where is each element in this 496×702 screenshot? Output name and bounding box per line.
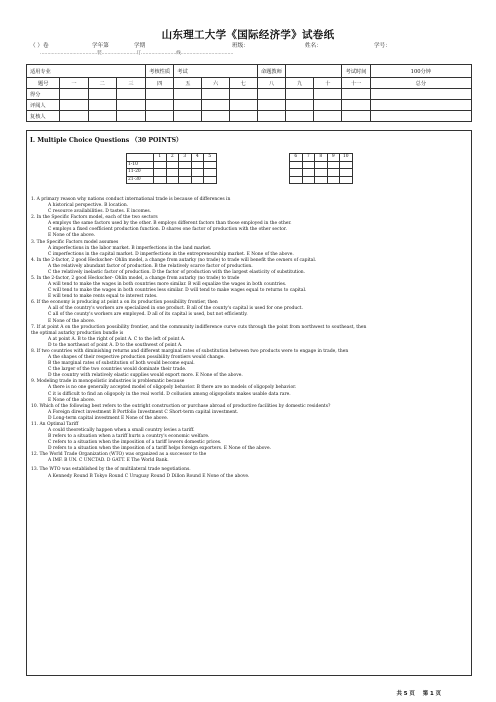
qnum-cell: 二 — [88, 78, 116, 89]
answer-options: C resource availabilities. D tastes. E incomes. — [48, 209, 152, 215]
answer-options: A employs the same factors used by the other. B employs different factors than those employed in the other. — [48, 221, 292, 227]
setter-label: 命题教师 — [257, 65, 285, 78]
answer-options: C employs a fixed coefficient production function. D shares one factor of production with the other sector. — [48, 227, 287, 233]
question-stem: 10. Which of the following best refers to the outright construction or purchase abroad of productive facilities by domestic residents? — [31, 403, 331, 409]
total-label: 总分 — [370, 78, 471, 89]
answer-options: D the country with relatively elastic supplies would export more. E None of the above. — [48, 373, 243, 379]
exam-type-label: 考核性质 — [146, 65, 174, 78]
answer-options: A Foreign direct investment B Portfolio Investment C Short-term capital investment. — [48, 409, 239, 415]
answer-options: C will tend to make the wages in both countries less similar. D will tend to make wages equal to returns to capital. — [48, 288, 307, 294]
answer-options: E None of the above. — [48, 233, 96, 239]
grid-col-header: 10 — [340, 154, 353, 162]
answer-options: B refers to a situation when a tariff hurts a country's economic welfare. — [48, 434, 210, 440]
qnum-cell: 三 — [116, 78, 145, 89]
total-pages: 共 5 页 — [396, 691, 415, 697]
question-stem: 4. In the 2-factor, 2 good Heckscher- Ohlin model, a change from autarky (no trade) to trade will benefit the owners of capital. — [31, 257, 317, 263]
class-label: 班级： — [232, 43, 249, 49]
time-label: 考试时间 — [342, 65, 370, 78]
grid-row-label: 1-10 — [127, 161, 154, 169]
answer-options: A at point A. B to the right of point A. C to the left of point A. — [48, 336, 186, 342]
page-title: 山东理工大学《国际经济学》试卷纸 — [161, 29, 335, 41]
time-value: 100分钟 — [370, 65, 471, 78]
paper-label: （ ）卷 — [30, 43, 49, 49]
question-stem: 2. In the Specific Factors model, each of the two sectors — [31, 215, 158, 221]
question-stem: 11. An Optimal Tariff — [31, 421, 79, 427]
grid-row-label: 21-30 — [127, 176, 154, 184]
grid-row-label: 11-20 — [127, 169, 154, 177]
qnum-cell: 四 — [146, 78, 174, 89]
grid-col-header: 7 — [302, 154, 315, 162]
student-info-line — [30, 41, 470, 59]
answer-options: D to the northeast of point A. D to the southwest of point A. — [48, 342, 183, 348]
qnum-cell: 七 — [229, 78, 257, 89]
answer-options: A will tend to make the wages in both countries more similar. B will equalize the wages in both countries. — [48, 282, 287, 288]
multiple-choice-section — [26, 130, 472, 676]
current-page: 第 1 页 — [422, 691, 441, 697]
grid-col-header: 1 — [154, 154, 167, 162]
grid-col-header: 6 — [290, 154, 303, 162]
answer-options: E None of the above. — [48, 397, 96, 403]
answer-options: C imperfections in the capital market. D imperfections in the entrepreneurship market. E None of the above. — [48, 251, 294, 257]
qnum-cell: 一 — [60, 78, 88, 89]
qnum-cell: 十 — [314, 78, 342, 89]
question-stem: 9. Modeling trade in monopolistic industries is problematic because — [31, 379, 185, 385]
qnum-cell: 八 — [257, 78, 285, 89]
score-row-label: 得分 — [27, 89, 60, 100]
question-stem: the optimal autarky production bundle is — [31, 330, 124, 336]
answer-grid-left — [126, 153, 217, 184]
question-stem: 1. A primary reason why nations conduct international trade is because of differences in — [31, 197, 231, 202]
answer-options: A the shapes of their respective production possibility frontiers would change. — [48, 355, 225, 361]
grid-col-header: 3 — [179, 154, 192, 162]
answer-options: A all of the country's workers are specialized in one product. B all of the county's capital is used for one product. — [48, 306, 303, 312]
answer-options: E None of the above. — [48, 318, 96, 324]
year-label: 学年第 — [92, 43, 109, 49]
answer-options: A the relatively abundant factor of production. B the relatively scarce factor of production. — [48, 263, 253, 269]
answer-options: B the marginal rates of substitution of both would become equal. — [48, 361, 195, 367]
answer-options: C it is difficult to find an oligopoly in the real world. D collusion among oligopolists makes usable data rare. — [48, 391, 291, 397]
answer-grid-right — [289, 153, 353, 184]
grid-col-header: 4 — [191, 154, 204, 162]
answer-options: A could theoretically happen when a small country levies a tariff. — [48, 427, 195, 433]
name-label: 姓名： — [305, 43, 322, 49]
answer-options: A there is no one generally accepted model of oligopoly behavior. B there are no models of oligopoly behavior. — [48, 385, 297, 391]
grid-col-header: 9 — [327, 154, 340, 162]
answer-options: C the relatively inelastic factor of production. D the factor of production with the largest elasticity of substitution. — [48, 269, 306, 275]
question-stem: 8. If two countries with diminishing returns and different marginal rates of substitution between two products were to engage in trade, then — [31, 348, 349, 354]
exam-header-table — [26, 64, 472, 122]
question-stem: 7. If at point A on the production possibility frontier, and the community indifference curve cuts through the point from northwest to southeast, then — [31, 324, 367, 330]
grader-row-label: 评阅人 — [27, 100, 60, 111]
question-stem: 6. If the economy is producing at point a on its production possibility frontier, then — [31, 300, 218, 306]
answer-options: A Kennedy Round B Tokyo Round C Uruguay Round D Dillon Round E None of the above. — [48, 473, 250, 479]
setter-value — [286, 65, 342, 78]
qnum-cell: 十一 — [342, 78, 370, 89]
answer-options: A historical perspective. B location. — [48, 203, 129, 209]
page-footer — [391, 689, 441, 697]
question-stem: 3. The Specific Factors model assumes — [31, 239, 119, 245]
answer-options: C refers to a situation when the imposition of a tariff lowers domestic prices. — [48, 440, 222, 446]
grid-col-header: 2 — [166, 154, 179, 162]
answer-options: C all of the county's workers are employed. D all of its capital is used, but not efficiently. — [48, 312, 248, 318]
qnum-cell: 六 — [202, 78, 229, 89]
question-stem: 5. In the 2-factor, 2 good Heckscher- Ohlin model, a change from autarky (no trade) to trade — [31, 276, 240, 282]
answer-options: A IMF. B UN. C UNCTAD. D GATT. E The World Bank. — [48, 458, 169, 464]
id-label: 学号： — [374, 43, 391, 49]
answer-options: C the larger of the two countries would dominate their trade. — [48, 367, 187, 373]
exam-type-value: 考试 — [174, 65, 258, 78]
section-title: I. Multiple Choice Questions （30 POINTS） — [30, 137, 183, 144]
grid-col-header: 5 — [204, 154, 217, 162]
qnum-cell: 五 — [174, 78, 202, 89]
qnum-cell: 九 — [286, 78, 314, 89]
question-list — [29, 197, 469, 480]
binding-line: …………………………………装……………………订……………………线……………………………… — [40, 51, 234, 56]
major-label: 适用专业 — [27, 65, 146, 78]
reviewer-row-label: 复核人 — [27, 111, 60, 122]
answer-options: D refers to a situation when the imposition of a tariff helps foreign exporters. E None of the above. — [48, 446, 271, 452]
grid-col-header: 8 — [315, 154, 328, 162]
term-label: 学期 — [134, 43, 146, 49]
answer-options: A imperfections in the labor market. B imperfections in the land market. — [48, 245, 212, 251]
grid-corner — [127, 154, 154, 162]
question-stem: 13. The WTO was established by the of multilateral trade negotiations. — [31, 467, 191, 473]
answer-options: D Long-term capital investment E None of the above. — [48, 415, 169, 421]
answer-options: E will tend to make rents equal to interest rates. — [48, 294, 158, 300]
question-stem: 12. The World Trade Organization (WTO) was organized as a successor to the — [31, 452, 207, 458]
question-number-label: 题号 — [27, 78, 60, 89]
